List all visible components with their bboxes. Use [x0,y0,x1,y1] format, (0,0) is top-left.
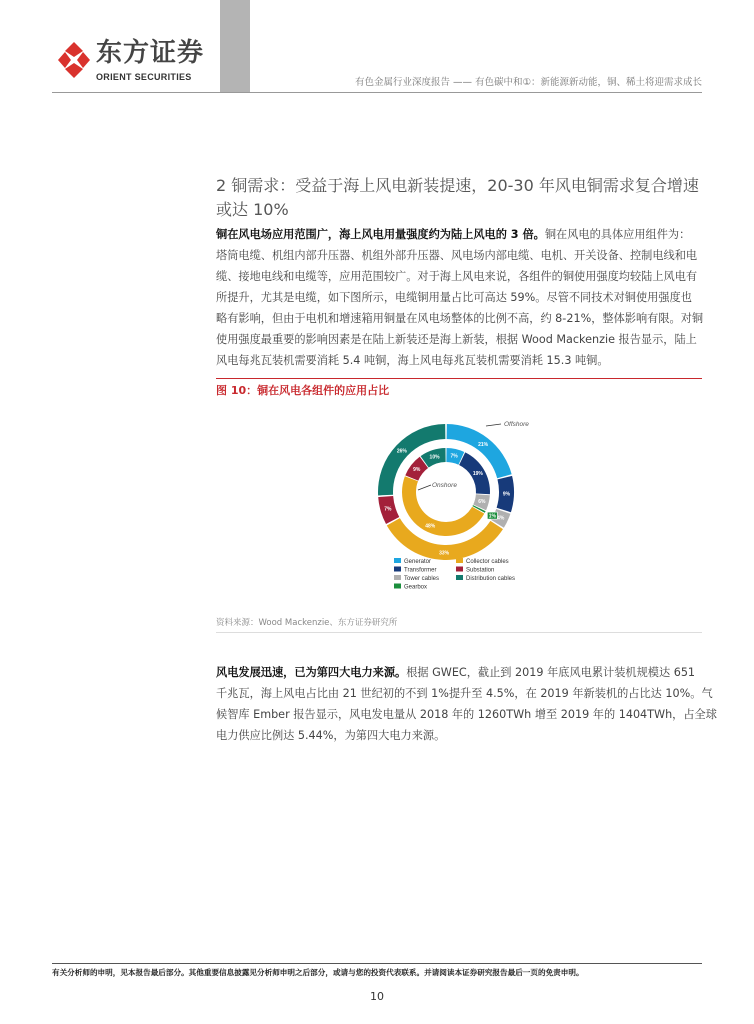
data-label: 1% [488,513,496,520]
paragraph-line: 使用强度最重要的影响因素是在陆上新装还是海上新装，根据 Wood Mackenzie 报告显示，陆上 [216,333,697,346]
figure-bottom-rule [216,632,702,633]
data-label: 21% [478,441,489,448]
paragraph-line: 千兆瓦，海上风电占比由 21 世纪初的不到 1%提升至 4.5%，在 2019 年新装机的占比达 10%。气 [216,687,713,700]
logo-chinese-name: 东方证券 [96,38,205,68]
data-label: 6% [478,499,486,506]
figure-top-rule [216,378,702,379]
data-label: 4% [497,515,505,522]
legend-swatch [394,558,401,563]
data-label: 10% [429,454,440,461]
data-label: 19% [472,470,483,477]
legend-swatch [394,567,401,572]
paragraph-lead: 风电发展迅速，已为第四大电力来源。 [216,666,407,679]
copper-usage-donut-chart [360,410,560,600]
paragraph-line: 铜在风电的具体应用组件为： [544,228,691,241]
data-label: 26% [396,448,407,455]
paragraph-lead: 铜在风电场应用范围广，海上风电用量强度约为陆上风电的 3 倍。 [216,228,545,241]
orient-logo-icon [56,40,92,80]
legend-swatch [394,575,401,580]
paragraph-copper-demand [216,224,706,371]
header-decor-bar [220,0,250,92]
logo-english-name: ORIENT SECURITIES [96,72,192,82]
legend-label: Substation [466,567,495,574]
report-title: 有色金属行业深度报告 —— 有色碳中和①：新能源新动能，铜、稀土将迎需求成长 [354,77,702,88]
paragraph-line: 根据 GWEC，截止到 2019 年底风电累计装机规模达 651 [406,666,696,679]
onshore-arrow-icon [418,485,431,490]
onshore-annotation: Onshore [432,482,457,489]
data-label: 7% [384,506,392,513]
legend-label: Generator [404,559,432,565]
header-divider [52,92,702,93]
data-label: 7% [450,453,458,460]
offshore-annotation: Offshore [504,421,529,428]
data-label: 33% [439,550,450,557]
figure-caption: 图 10：铜在风电各组件的应用占比 [216,384,390,397]
legend-swatch [456,558,463,563]
legend-label: Transformer [404,567,437,574]
paragraph-line: 电力供应比例达 5.44%，为第四大电力来源。 [216,729,446,742]
legend-swatch [456,567,463,572]
paragraph-line: 风电每兆瓦装机需要消耗 5.4 吨铜，海上风电每兆瓦装机需要消耗 15.3 吨铜。 [216,354,609,367]
figure-source: 资料来源：Wood Mackenzie、东方证券研究所 [216,618,398,628]
paragraph-wind-power [216,662,717,746]
offshore-arrow-icon [486,424,501,426]
legend-swatch [456,575,463,580]
footer-disclaimer: 有关分析师的申明，见本报告最后部分。其他重要信息披露见分析师申明之后部分，或请与您的投资代表联系。并请阅读本证券研究报告最后一页的免责申明。 [52,968,584,977]
paragraph-line: 所提升，尤其是电缆，如下图所示，电缆铜用量占比可高达 59%。尽管不同技术对铜使用强度也 [216,291,692,304]
section-title: 2 铜需求：受益于海上风电新装提速，20-30 年风电铜需求复合增速或达 10% [216,176,699,219]
data-label: 48% [425,523,436,530]
data-label: 9% [413,467,421,474]
page-number: 10 [370,990,384,1003]
legend-label: Collector cables [466,559,509,565]
legend-label: Tower cables [404,576,440,582]
paragraph-line: 候智库 Ember 报告显示，风电发电量从 2018 年的 1260TWh 增至 2019 年的 1404TWh，占全球 [216,708,717,721]
paragraph-line: 略有影响，但由于电机和增速箱用铜量在风电场整体的比例不高，约 8-21%，整体影响有限。对铜 [216,312,704,325]
legend-swatch [394,584,401,589]
paragraph-line: 缆、接地电线和电缆等，应用范围较广。对于海上风电来说，各组件的铜使用强度均较陆上风电有 [216,270,698,283]
legend-label: Gearbox [404,584,428,591]
legend-label: Distribution cables [466,576,516,582]
paragraph-line: 塔筒电缆、机组内部升压器、机组外部升压器、风电场内部电缆、电机、开关设备、控制电线和电 [216,249,698,262]
data-label: 9% [502,491,511,498]
footer-divider [52,963,702,964]
